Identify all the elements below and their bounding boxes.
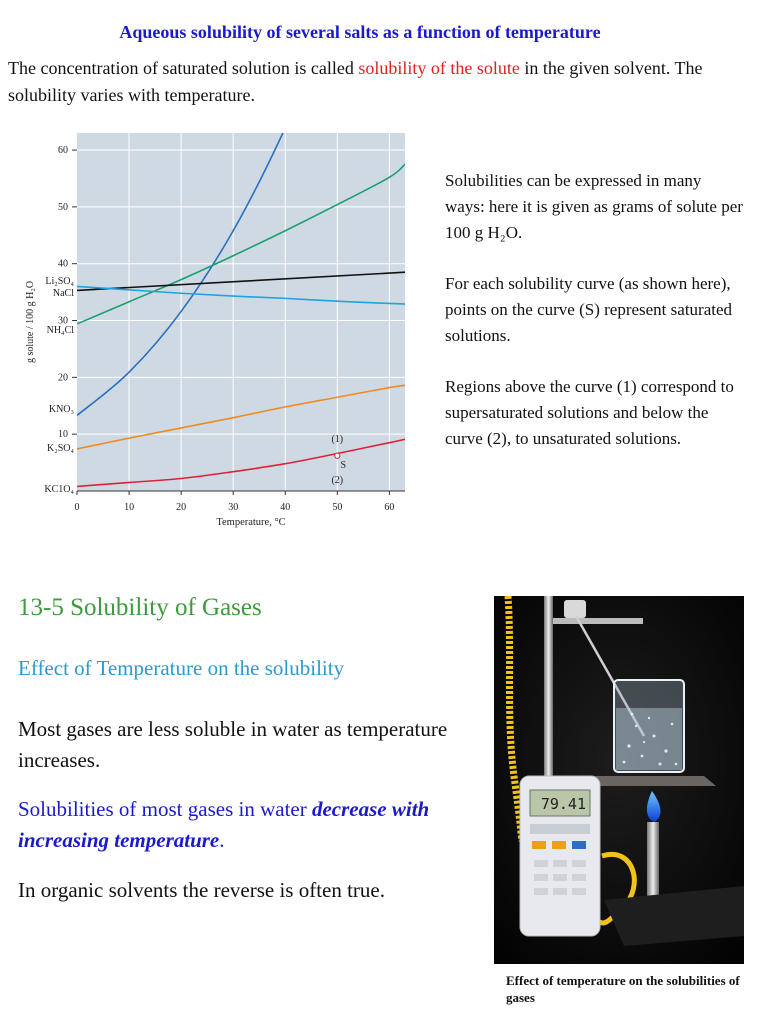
photo-caption: Effect of temperature on the solubilities of gases [506, 973, 740, 1005]
wire-gauze-icon [584, 776, 716, 786]
y-tick-label: 50 [58, 201, 68, 213]
solubility-chart-svg [0, 128, 420, 548]
plot-area [77, 133, 405, 491]
series-label: NaCl [52, 288, 74, 299]
x-axis-title: Temperature, °C [216, 517, 286, 528]
meter-reading: 79.41 [540, 795, 586, 813]
intro-highlight: solubility of the solute [358, 58, 520, 78]
point-label: S [340, 459, 347, 471]
intro-paragraph [8, 55, 748, 109]
photo-illustration [494, 596, 744, 964]
side-explanation [445, 168, 745, 477]
paragraph-solubility-decrease [18, 794, 488, 856]
subsection-title: Effect of Temperature on the solubility [18, 656, 345, 680]
p2-emphasis: decrease with increasing temperature [18, 797, 430, 852]
x-tick-label: 50 [332, 502, 343, 513]
side-paragraph-1: Solubilities can be expressed in many ways: here it is given as grams of solute per 100 g H₂O. [445, 171, 743, 242]
x-tick-label: 0 [74, 502, 80, 513]
y-axis-title: g solute / 100 g H₂O [25, 280, 36, 364]
gas-solubility-photo [494, 596, 744, 964]
saturation-point [335, 453, 340, 458]
paragraph-gases-less-soluble: Most gases are less soluble in water as temperature increases. [18, 717, 448, 772]
digital-meter-icon [520, 776, 600, 936]
region-label-2: (2) [331, 474, 344, 486]
region-label-1: (1) [331, 433, 344, 445]
x-tick-label: 10 [124, 502, 135, 513]
y-tick-label: 20 [58, 372, 68, 384]
beaker-icon [614, 680, 684, 772]
section-title: 13-5 Solubility of Gases [18, 594, 262, 621]
series-label: KNO₃ [48, 404, 74, 415]
y-tick-label: 40 [58, 258, 68, 270]
series-label: Li₂SO₄ [45, 276, 74, 287]
y-tick-label: 60 [58, 145, 68, 157]
intro-text-start: The concentration of saturated solution is called [8, 58, 359, 78]
y-tick-label: 10 [58, 429, 68, 441]
p2-text-start: Solubilities of most gases in water [18, 797, 312, 821]
paragraph-organic-solvents: In organic solvents the reverse is often true. [18, 878, 385, 902]
x-tick-label: 40 [280, 502, 291, 513]
x-tick-label: 30 [228, 502, 239, 513]
y-tick-label: 30 [58, 315, 68, 327]
intro-text-end: in the given solvent. The solubility varies with temperature. [8, 58, 703, 105]
x-tick-label: 60 [384, 502, 395, 513]
solubility-chart [0, 128, 420, 548]
series-label: K₂SO₄ [47, 443, 74, 454]
series-label: NH₄Cl [46, 325, 74, 336]
page-title: Aqueous solubility of several salts as a function of temperature [119, 22, 601, 42]
x-tick-label: 20 [176, 502, 187, 513]
side-paragraph-2: For each solubility curve (as shown here), points on the curve (S) represent saturated solutions. [445, 274, 733, 345]
series-label: KC1O₄ [44, 484, 74, 495]
p2-text-end: . [219, 828, 225, 852]
side-paragraph-3: Regions above the curve (1) correspond to supersaturated solutions and below the curve (2), to unsaturated solutions. [445, 377, 734, 448]
